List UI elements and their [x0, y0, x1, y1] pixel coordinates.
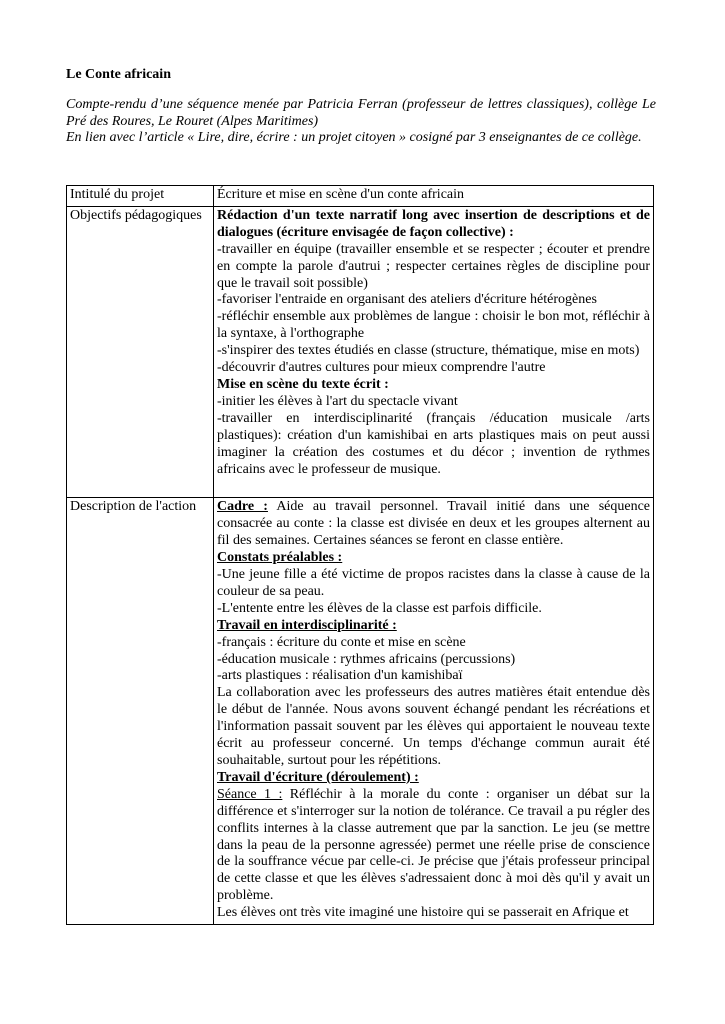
interdisciplinarite-item: -français : écriture du conte et mise en scène — [217, 634, 466, 650]
row-value-description — [214, 498, 654, 925]
objectif-item: -initier les élèves à l'art du spectacle vivant — [217, 393, 458, 409]
constat-item: -Une jeune fille a été victime de propos racistes dans la classe à cause de la couleur de sa peau. — [217, 567, 650, 599]
row-label-intitule: Intitulé du projet — [67, 186, 214, 207]
objectifs-heading-redaction: Rédaction d'un texte narratif long avec insertion de descriptions et de dialogues (écriture envisagée de façon collective) : — [217, 207, 650, 240]
row-value-intitule: Écriture et mise en scène d'un conte africain — [214, 186, 654, 207]
seance-paragraph — [217, 787, 650, 905]
row-value-objectifs — [214, 206, 654, 498]
constat-item: -L'entente entre les élèves de la classe est parfois difficile. — [217, 600, 542, 616]
objectifs-heading-mise-en-scene: Mise en scène du texte écrit : — [217, 376, 389, 392]
objectif-item: -réfléchir ensemble aux problèmes de langue : choisir le bon mot, réfléchir à la syntaxe, à l'orthographe — [217, 309, 650, 342]
last-line: Les élèves ont très vite imaginé une histoire qui se passerait en Afrique et — [217, 905, 629, 921]
objectif-item: -travailler en équipe (travailler ensemble et se respecter ; écouter et prendre en compte la parole d'autrui ; respecter certaines règles de discipline pour que le travail soit possible) — [217, 241, 650, 291]
cadre-heading: Cadre : — [217, 499, 268, 515]
table-row-objectifs — [67, 206, 654, 498]
intro-line-1: Compte-rendu d’une séquence menée par Patricia Ferran (professeur de lettres classiques), collège Le Pré des Roures, Le Rouret (Alpes Maritimes) — [66, 97, 656, 129]
cell-spacer — [217, 478, 650, 495]
row-label-objectifs: Objectifs pédagogiques — [67, 206, 214, 498]
document-header — [66, 66, 656, 147]
project-table — [66, 185, 654, 925]
table-row-description — [67, 498, 654, 925]
table-row-title — [67, 186, 654, 207]
collaboration-paragraph: La collaboration avec les professeurs des autres matières était entendue dès le début de l'année. Nous avons souvent échangé pendant les récréations et l'information passait souvent par les élèves qui apportaient le nouveau texte écrit au professeur concerné. Un temps d'échange commun aurait été souhaitable, surtout pour les répétitions. — [217, 685, 650, 768]
row-label-description: Description de l'action — [67, 498, 214, 925]
intro-line-2: En lien avec l’article « Lire, dire, écrire : un projet citoyen » cosigné par 3 enseignantes de ce collège. — [66, 130, 642, 145]
cadre-text: Aide au travail personnel. Travail initié dans une séquence consacrée au conte : la classe est divisée en deux et les groupes alternent au fil des semaines. Certaines séances se feront en classe entière. — [217, 499, 650, 549]
seance-text: Réfléchir à la morale du conte : organiser un débat sur la différence et s'interroger sur la notion de tolérance. Ce travail a pu régler des conflits internes à la classe autrement que par la sanction. Le jeu (se mettre dans la peau de la personne agressée) permet une réelle prise de conscience de la souffrance vécue par celle-ci. Je précise que j'étais professeur principal de cette classe et que les élèves s'adressaient donc à moi dès qu'il y avait un problème. — [217, 786, 650, 904]
intro-block — [66, 97, 656, 147]
objectif-item: -travailler en interdisciplinarité (français /éducation musicale /arts plastiques): création d'un kamishibai en arts plastiques mais on peut aussi imaginer la création des costumes et du décor ; invention de rythmes africains avec le professeur de musique. — [217, 410, 650, 477]
constats-heading: Constats préalables : — [217, 550, 343, 566]
document-title: Le Conte africain — [66, 67, 171, 82]
seance-label: Séance 1 : — [217, 786, 283, 802]
ecriture-heading: Travail d'écriture (déroulement) : — [217, 769, 419, 785]
interdisciplinarite-item: -arts plastiques : réalisation d'un kamishibaï — [217, 668, 463, 684]
objectif-item: -s'inspirer des textes étudiés en classe (structure, thématique, mise en mots) — [217, 343, 640, 359]
cadre-paragraph — [217, 499, 650, 550]
objectif-item: -découvrir d'autres cultures pour mieux comprendre l'autre — [217, 360, 546, 376]
objectif-item: -favoriser l'entraide en organisant des ateliers d'écriture hétérogènes — [217, 292, 597, 308]
interdisciplinarite-heading: Travail en interdisciplinarité : — [217, 617, 397, 633]
interdisciplinarite-item: -éducation musicale : rythmes africains (percussions) — [217, 651, 516, 667]
